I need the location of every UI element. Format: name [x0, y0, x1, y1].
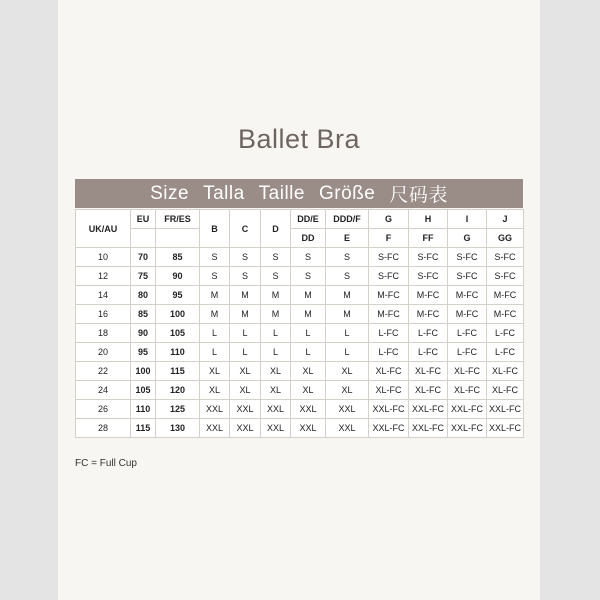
- cell-size: XXL: [200, 419, 230, 438]
- cell-size: XL: [291, 381, 326, 400]
- cell-size: M: [326, 305, 369, 324]
- header-cup-alt: G: [448, 229, 487, 248]
- cell-size: XXL: [291, 400, 326, 419]
- header-eu: EU: [131, 210, 156, 229]
- cell-size: L-FC: [487, 324, 524, 343]
- header-cup: I: [448, 210, 487, 229]
- cell-size: L: [261, 343, 291, 362]
- header-cup-alt: GG: [487, 229, 524, 248]
- cell-size: L-FC: [409, 343, 448, 362]
- table-row: [76, 286, 524, 305]
- header-cup-alt: DD: [291, 229, 326, 248]
- cell-size: S-FC: [409, 267, 448, 286]
- header-fres-blank: [156, 229, 200, 248]
- header-cup-alt: FF: [409, 229, 448, 248]
- cell-size: M-FC: [369, 305, 409, 324]
- cell-size: S: [230, 267, 261, 286]
- footnote: FC = Full Cup: [75, 458, 137, 469]
- cell-ukau: 28: [76, 419, 131, 438]
- cell-eu: 105: [131, 381, 156, 400]
- header-cup: G: [369, 210, 409, 229]
- page-title: Ballet Bra: [237, 124, 361, 154]
- cell-size: XXL: [261, 400, 291, 419]
- cell-size: S-FC: [448, 248, 487, 267]
- size-table-body: [76, 248, 524, 438]
- cell-size: XXL-FC: [409, 419, 448, 438]
- cell-size: S: [200, 248, 230, 267]
- cell-size: M-FC: [448, 305, 487, 324]
- banner-label-size: Size: [150, 182, 190, 204]
- cell-size: XXL: [326, 419, 369, 438]
- cell-size: L: [291, 343, 326, 362]
- header-cup-alt: F: [369, 229, 409, 248]
- cell-size: L-FC: [487, 343, 524, 362]
- cell-ukau: 16: [76, 305, 131, 324]
- header-cup: B: [200, 210, 230, 248]
- cell-size: S-FC: [369, 267, 409, 286]
- cell-size: M: [261, 286, 291, 305]
- cell-size: S-FC: [369, 248, 409, 267]
- cell-size: XL-FC: [369, 362, 409, 381]
- cell-size: S: [291, 267, 326, 286]
- cell-size: XL-FC: [487, 381, 524, 400]
- cell-size: XL-FC: [448, 362, 487, 381]
- cell-ukau: 22: [76, 362, 131, 381]
- cell-size: XXL-FC: [448, 419, 487, 438]
- cell-eu: 85: [131, 305, 156, 324]
- table-row: [76, 267, 524, 286]
- cell-size: M: [230, 305, 261, 324]
- table-row: [76, 248, 524, 267]
- cell-size: XL: [230, 381, 261, 400]
- cell-size: XL: [200, 362, 230, 381]
- cell-size: XL-FC: [369, 381, 409, 400]
- cell-eu: 75: [131, 267, 156, 286]
- cell-size: M: [230, 286, 261, 305]
- header-fres: FR/ES: [156, 210, 200, 229]
- cell-size: L-FC: [369, 343, 409, 362]
- cell-size: L: [326, 343, 369, 362]
- cell-size: L: [230, 324, 261, 343]
- cell-fres: 115: [156, 362, 200, 381]
- cell-size: S-FC: [487, 248, 524, 267]
- cell-fres: 120: [156, 381, 200, 400]
- cell-size: XL: [291, 362, 326, 381]
- cell-size: L-FC: [448, 343, 487, 362]
- cell-size: XL: [326, 381, 369, 400]
- cell-size: XL: [261, 362, 291, 381]
- header-cup: J: [487, 210, 524, 229]
- header-cup: D: [261, 210, 291, 248]
- cell-size: S-FC: [409, 248, 448, 267]
- table-row: [76, 362, 524, 381]
- cell-size: XL: [200, 381, 230, 400]
- table-row: [76, 305, 524, 324]
- cell-size: XL-FC: [448, 381, 487, 400]
- cell-size: S: [261, 248, 291, 267]
- cell-size: M-FC: [487, 286, 524, 305]
- banner-label-chinese: 尺码表: [389, 185, 448, 206]
- header-eu-blank: [131, 229, 156, 248]
- cell-size: XL-FC: [487, 362, 524, 381]
- banner-label-talla: Talla: [203, 182, 245, 204]
- cell-size: L: [261, 324, 291, 343]
- cell-fres: 125: [156, 400, 200, 419]
- cell-fres: 90: [156, 267, 200, 286]
- cell-size: S: [291, 248, 326, 267]
- header-row-top: [76, 210, 524, 229]
- table-row: [76, 324, 524, 343]
- cell-eu: 80: [131, 286, 156, 305]
- cell-size: XL: [261, 381, 291, 400]
- cell-eu: 95: [131, 343, 156, 362]
- cell-size: S: [326, 248, 369, 267]
- cell-eu: 70: [131, 248, 156, 267]
- cell-size: S: [326, 267, 369, 286]
- cell-fres: 110: [156, 343, 200, 362]
- cell-size: S: [261, 267, 291, 286]
- cell-size: XL: [230, 362, 261, 381]
- size-chart-card: [58, 0, 540, 600]
- cell-size: XXL-FC: [448, 400, 487, 419]
- cell-size: M: [200, 286, 230, 305]
- cell-size: XXL-FC: [409, 400, 448, 419]
- cell-size: XXL-FC: [369, 419, 409, 438]
- cell-size: M-FC: [369, 286, 409, 305]
- cell-size: M: [200, 305, 230, 324]
- cell-size: XXL: [230, 419, 261, 438]
- cell-fres: 85: [156, 248, 200, 267]
- cell-size: L: [230, 343, 261, 362]
- cell-ukau: 10: [76, 248, 131, 267]
- cell-size: S-FC: [487, 267, 524, 286]
- cell-size: M-FC: [448, 286, 487, 305]
- size-banner: [75, 179, 523, 208]
- table-row: [76, 400, 524, 419]
- cell-size: XXL: [261, 419, 291, 438]
- cell-size: L: [291, 324, 326, 343]
- header-cup: DDD/F: [326, 210, 369, 229]
- cell-size: L-FC: [369, 324, 409, 343]
- header-cup: H: [409, 210, 448, 229]
- size-table: [75, 209, 524, 438]
- cell-size: XL-FC: [409, 362, 448, 381]
- header-row-bottom: [76, 229, 524, 248]
- cell-size: XXL: [291, 419, 326, 438]
- cell-size: XXL-FC: [369, 400, 409, 419]
- cell-size: S-FC: [448, 267, 487, 286]
- cell-size: M: [261, 305, 291, 324]
- cell-fres: 95: [156, 286, 200, 305]
- cell-size: L: [326, 324, 369, 343]
- table-row: [76, 381, 524, 400]
- cell-eu: 90: [131, 324, 156, 343]
- cell-size: L-FC: [409, 324, 448, 343]
- cell-size: XXL: [230, 400, 261, 419]
- cell-size: XL: [326, 362, 369, 381]
- cell-size: L: [200, 343, 230, 362]
- cell-size: M-FC: [487, 305, 524, 324]
- cell-ukau: 12: [76, 267, 131, 286]
- cell-ukau: 20: [76, 343, 131, 362]
- cell-size: S: [230, 248, 261, 267]
- cell-size: L: [200, 324, 230, 343]
- cell-ukau: 24: [76, 381, 131, 400]
- cell-eu: 100: [131, 362, 156, 381]
- header-cup: C: [230, 210, 261, 248]
- cell-eu: 110: [131, 400, 156, 419]
- cell-fres: 100: [156, 305, 200, 324]
- cell-size: XXL: [200, 400, 230, 419]
- cell-size: M: [291, 286, 326, 305]
- cell-size: M: [326, 286, 369, 305]
- cell-ukau: 26: [76, 400, 131, 419]
- cell-size: M-FC: [409, 286, 448, 305]
- cell-size: XXL: [326, 400, 369, 419]
- cell-size: XXL-FC: [487, 400, 524, 419]
- cell-size: XXL-FC: [487, 419, 524, 438]
- cell-fres: 130: [156, 419, 200, 438]
- table-row: [76, 343, 524, 362]
- cell-eu: 115: [131, 419, 156, 438]
- table-row: [76, 419, 524, 438]
- cell-size: M: [291, 305, 326, 324]
- cell-size: XL-FC: [409, 381, 448, 400]
- cell-ukau: 14: [76, 286, 131, 305]
- header-ukau: UK/AU: [76, 210, 131, 248]
- cell-size: L-FC: [448, 324, 487, 343]
- banner-label-grosse: Größe: [318, 182, 376, 204]
- banner-label-taille: Taille: [258, 182, 305, 204]
- header-cup-alt: E: [326, 229, 369, 248]
- cell-ukau: 18: [76, 324, 131, 343]
- cell-size: M-FC: [409, 305, 448, 324]
- header-cup: DD/E: [291, 210, 326, 229]
- cell-fres: 105: [156, 324, 200, 343]
- cell-size: S: [200, 267, 230, 286]
